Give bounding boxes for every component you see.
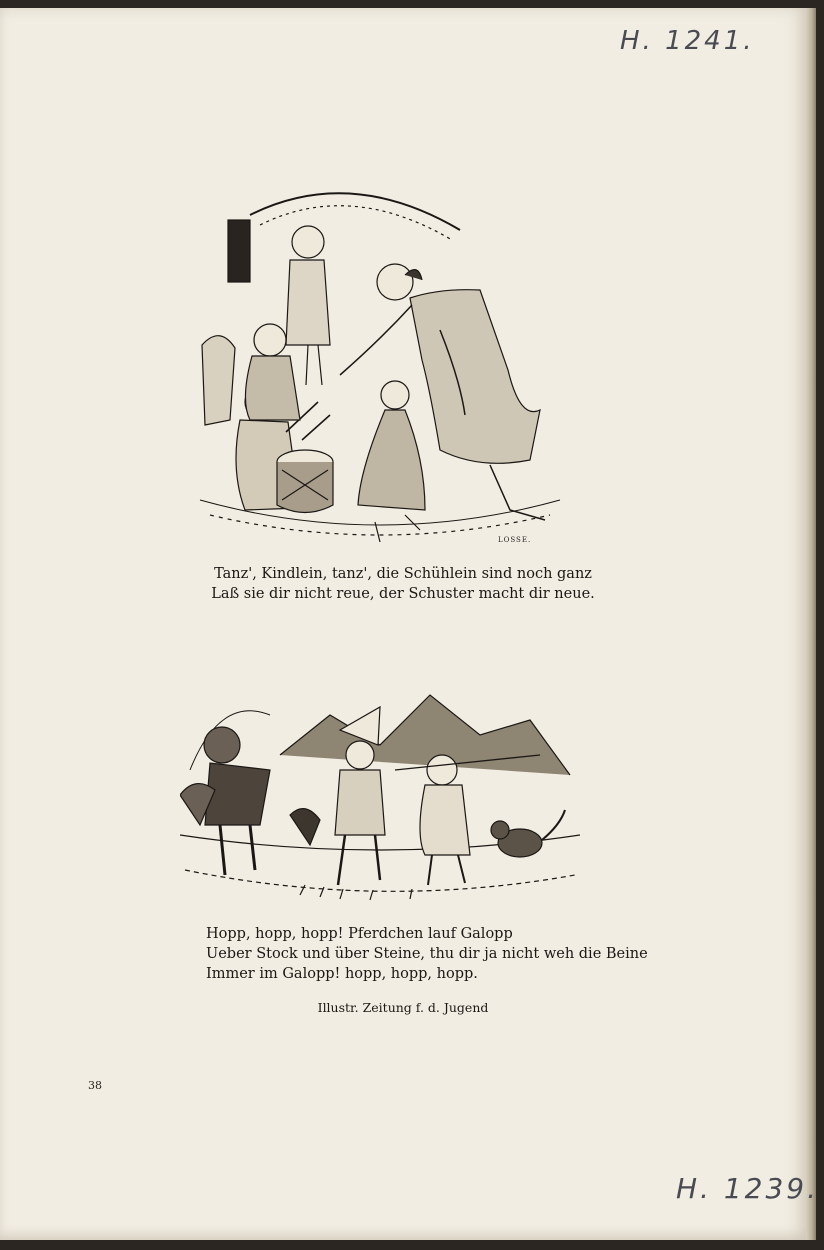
source-credit: Illustr. Zeitung f. d. Jugend bbox=[317, 1000, 489, 1015]
page-edge bbox=[806, 8, 816, 1240]
verse-two-line-2: Ueber Stock und über Steine, thu dir ja nicht weh die Beine bbox=[206, 946, 648, 962]
catalog-mark-top: H. 1241. bbox=[620, 26, 755, 56]
verse-one-line-2: Laß sie dir nicht reue, der Schuster macht dir neue. bbox=[211, 586, 595, 602]
hobby-horse-parade-engraving bbox=[180, 675, 580, 915]
verse-two-line-3: Immer im Galopp! hopp, hopp, hopp. bbox=[206, 966, 478, 982]
verse-two-line-1: Hopp, hopp, hopp! Pferdchen lauf Galopp bbox=[206, 926, 513, 942]
engraver-signature: LOSSE. bbox=[498, 536, 532, 544]
catalog-mark-bottom: H. 1239. bbox=[676, 1172, 820, 1205]
verse-one-line-1: Tanz', Kindlein, tanz', die Schühlein sind noch ganz bbox=[214, 566, 592, 582]
verse-two bbox=[206, 924, 648, 984]
dancing-children-engraving bbox=[190, 170, 575, 555]
page-number: 38 bbox=[88, 1079, 102, 1092]
verse-one bbox=[0, 564, 806, 604]
